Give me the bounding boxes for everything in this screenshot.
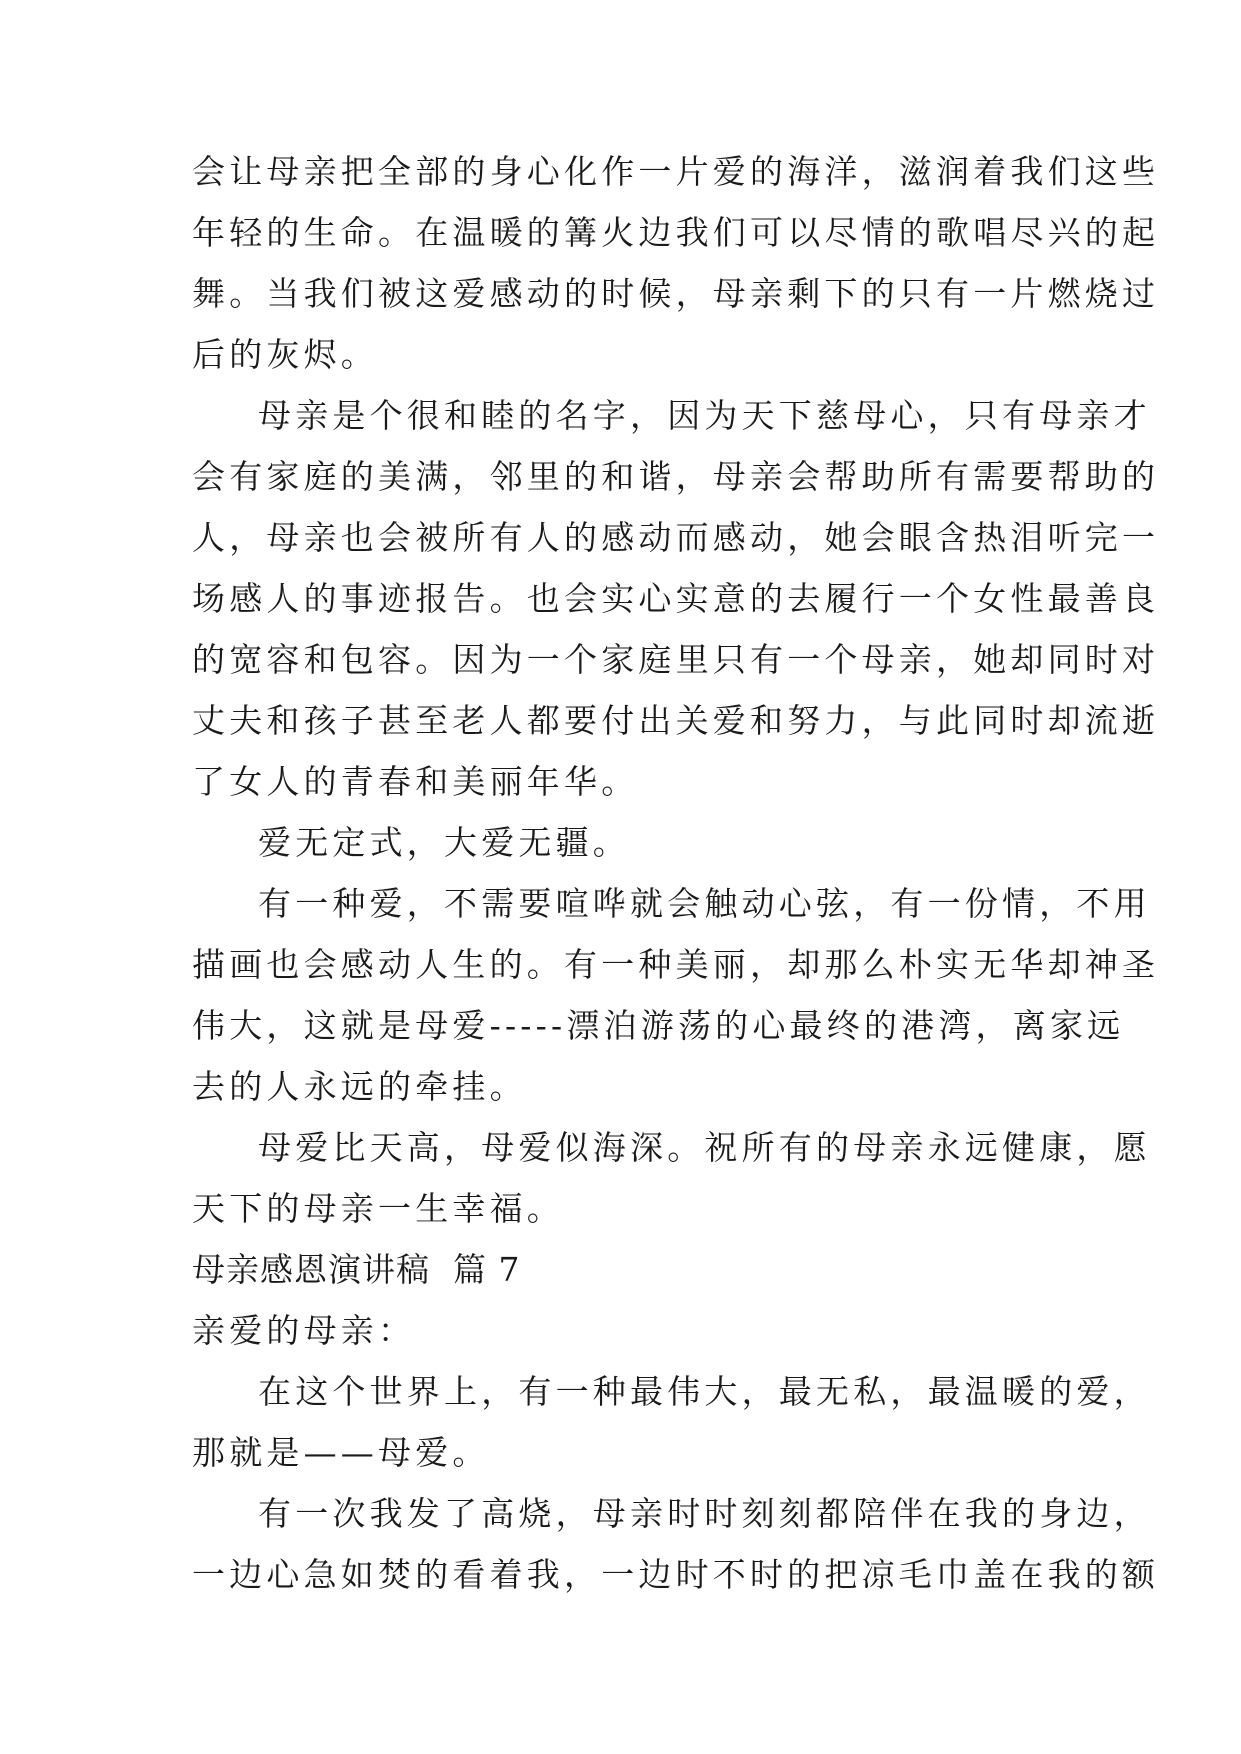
body-text-line: 后的灰烬。 [192, 335, 378, 374]
body-text-line: 了女人的青春和美丽年华。 [192, 762, 639, 801]
body-text-line: 伟大，这就是母爱-----漂泊游荡的心最终的港湾，离家远 [192, 1006, 1125, 1045]
body-text-line: 舞。当我们被这爱感动的时候，母亲剩下的只有一片燃烧过 [192, 274, 1160, 313]
body-text-line: 去的人永远的牵挂。 [192, 1067, 527, 1106]
paragraph-start-line: 母爱比天高，母爱似海深。祝所有的母亲永远健康，愿 [258, 1128, 1151, 1167]
body-text-line: 那就是——母爱。 [192, 1433, 490, 1472]
body-text-line: 场感人的事迹报告。也会实心实意的去履行一个女性最善良 [192, 579, 1160, 618]
body-text-line: 会有家庭的美满，邻里的和谐，母亲会帮助所有需要帮助的 [192, 457, 1160, 496]
paragraph-start-line: 在这个世界上，有一种最伟大，最无私，最温暖的爱， [258, 1372, 1151, 1411]
body-text-line: 一边心急如焚的看着我，一边时不时的把凉毛巾盖在我的额 [192, 1555, 1160, 1594]
paragraph-start-line: 爱无定式，大爱无疆。 [258, 823, 630, 862]
body-text-line: 描画也会感动人生的。有一种美丽，却那么朴实无华却神圣 [192, 945, 1160, 984]
section-title: 母亲感恩演讲稿 篇 7 [192, 1250, 521, 1289]
body-text-line: 丈夫和孩子甚至老人都要付出关爱和努力，与此同时却流逝 [192, 701, 1160, 740]
paragraph-start-line: 有一次我发了高烧，母亲时时刻刻都陪伴在我的身边， [258, 1494, 1151, 1533]
body-text-line: 的宽容和包容。因为一个家庭里只有一个母亲，她却同时对 [192, 640, 1160, 679]
body-text-line: 会让母亲把全部的身心化作一片爱的海洋，滋润着我们这些 [192, 152, 1160, 191]
paragraph-start-line: 母亲是个很和睦的名字，因为天下慈母心，只有母亲才 [258, 396, 1151, 435]
paragraph-start-line: 有一种爱，不需要喧哗就会触动心弦，有一份情，不用 [258, 884, 1151, 923]
salutation: 亲爱的母亲： [192, 1311, 416, 1350]
body-text-line: 人，母亲也会被所有人的感动而感动，她会眼含热泪听完一 [192, 518, 1160, 557]
body-text-line: 天下的母亲一生幸福。 [192, 1189, 564, 1228]
body-text-line: 年轻的生命。在温暖的篝火边我们可以尽情的歌唱尽兴的起 [192, 213, 1160, 252]
